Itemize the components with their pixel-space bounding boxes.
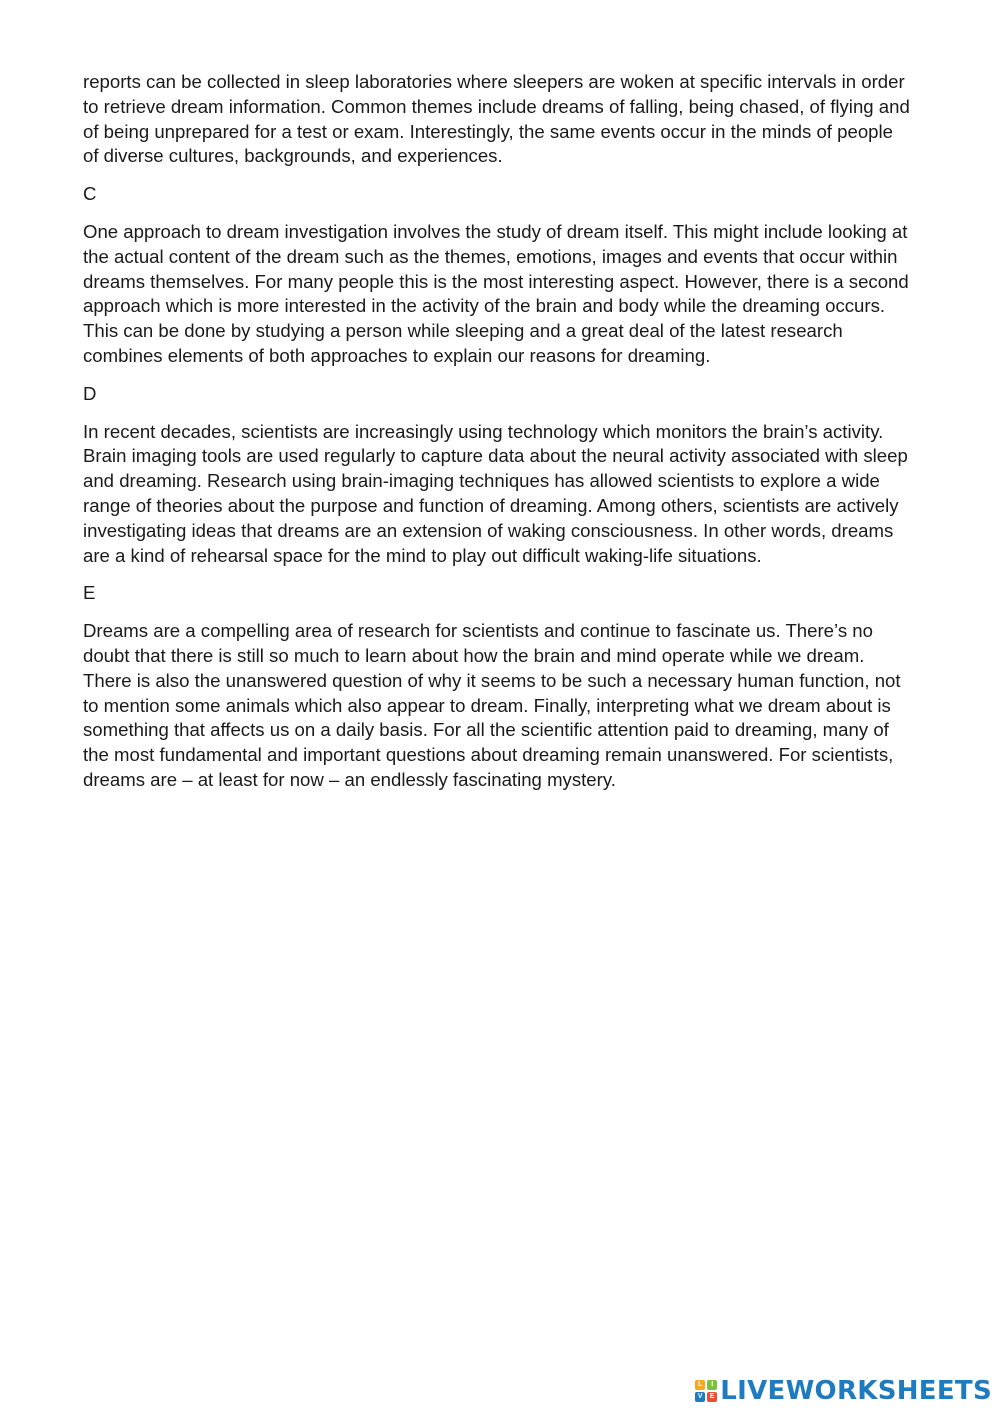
logo-mark-tile: E: [707, 1392, 717, 1402]
document-body: [83, 70, 913, 806]
paragraph-e: Dreams are a compelling area of research for scientists and continue to fascinate us. There’s no doubt that there is still so much to learn about how the brain and mind operate while we dream. There is also the unanswered question of why it seems to be such a necessary human function, not to mention some animals which also appear to dream. Finally, interpreting what we dream about is something that affects us on a daily basis. For all the scientific attention paid to dreaming, many of the most fundamental and important questions about dreaming remain unanswered. For scientists, dreams are – at least for now – an endlessly fascinating mystery.: [83, 620, 901, 790]
logo-mark-tile: I: [707, 1380, 717, 1390]
section-letter-e: E: [83, 582, 96, 604]
logo-text: LIVEWORKSHEETS: [720, 1376, 992, 1406]
paragraph-intro: reports can be collected in sleep laboratories where sleepers are woken at specific intervals in order to retrieve dream information. Common themes include dreams of falling, being chased, of flying and of being unprepared for a test or exam. Interestingly, the same events occur in the minds of people of diverse cultures, backgrounds, and experiences.: [83, 71, 910, 167]
liveworksheets-logo: [695, 1375, 992, 1407]
logo-mark-tile: L: [695, 1380, 705, 1390]
section-letter-d: D: [83, 382, 97, 404]
section-letter-c: C: [83, 183, 97, 205]
logo-mark-icon: [695, 1380, 717, 1402]
logo-mark-tile: V: [695, 1392, 705, 1402]
paragraph-d: In recent decades, scientists are increasingly using technology which monitors the brain’s activity. Brain imaging tools are used regularly to capture data about the neural activity associated with sleep and dreaming. Research using brain-imaging techniques has allowed scientists to explore a wide range of theories about the purpose and function of dreaming. Among others, scientists are actively investigating ideas that dreams are an extension of waking consciousness. In other words, dreams are a kind of rehearsal space for the mind to play out difficult waking-life situations.: [83, 420, 908, 566]
paragraph-c: One approach to dream investigation involves the study of dream itself. This might include looking at the actual content of the dream such as the themes, emotions, images and events that occur within dreams themselves. For many people this is the most interesting aspect. However, there is a second approach which is more interested in the activity of the brain and body while the dreaming occurs. This can be done by studying a person while sleeping and a great deal of the latest research combines elements of both approaches to explain our reasons for dreaming.: [83, 220, 909, 366]
